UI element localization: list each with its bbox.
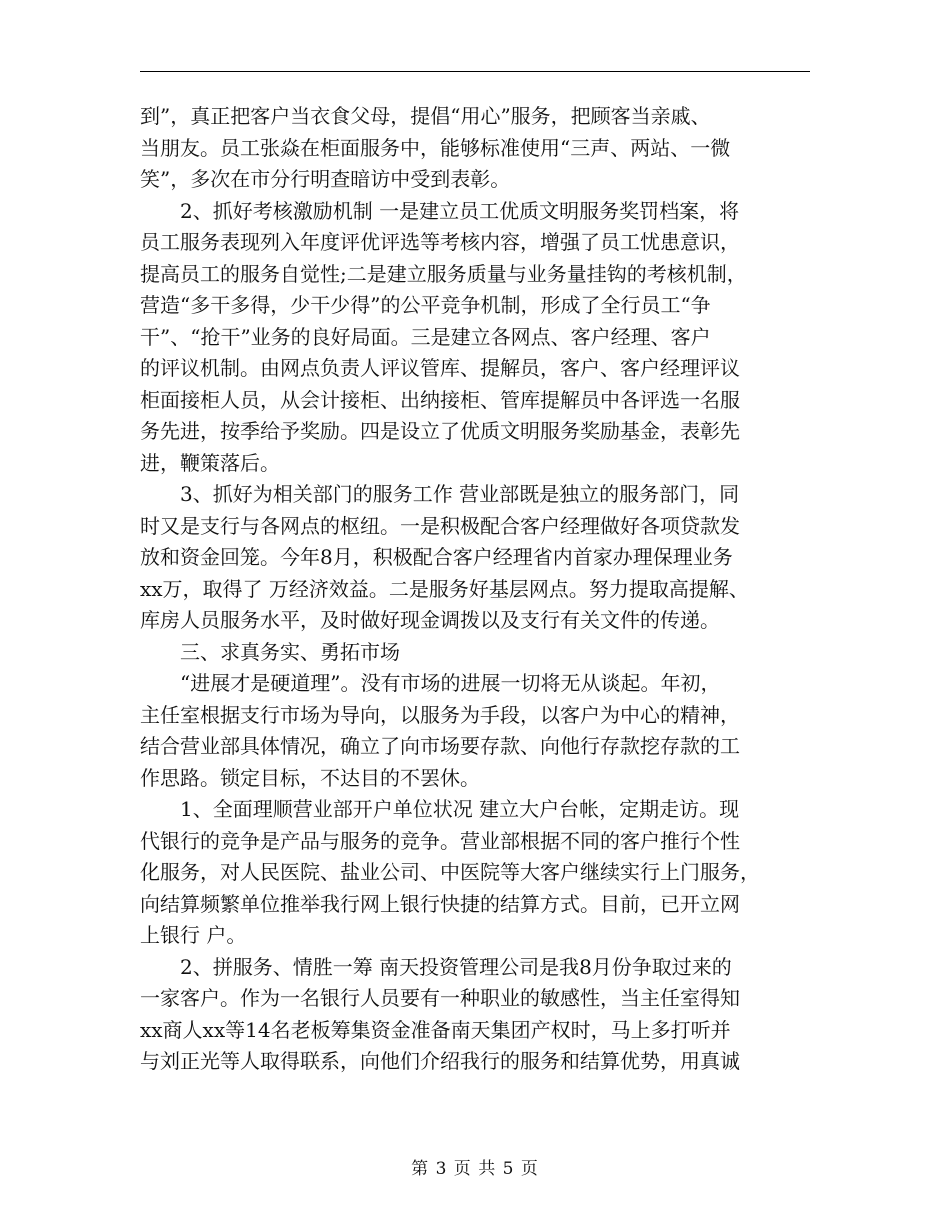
text-line: 笑”，多次在市分行明查暗访中受到表彰。 (140, 167, 511, 191)
text-line: 作思路。锁定目标，不达目的不罢休。 (140, 765, 480, 790)
text-line: 提高员工的服务自觉性;二是建立服务质量与业务量挂钩的考核机制， (140, 261, 747, 286)
text-line: 时又是支行与各网点的枢纽。一是积极配合客户经理做好各项贷款发 (140, 513, 740, 538)
text-line: 进，鞭策落后。 (140, 450, 280, 475)
text-line: “进展才是硬道理”。没有市场的进展一切将无从谈起。年初， (180, 671, 721, 695)
section-heading: 三、求真务实、勇拓市场 (180, 639, 400, 664)
text-line: 务先进，按季给予奖励。四是设立了优质文明服务奖励基金，表彰先 (140, 419, 740, 443)
text-line: 干”、“抢干”业务的良好局面。三是建立各网点、客户经理、客户 (140, 324, 711, 349)
text-line: xx商人xx等14名老板筹集资金准备南天集团产权时，马上多打听并 (140, 1017, 731, 1042)
header-rule (140, 71, 810, 72)
text-line: 与刘正光等人取得联系，向他们介绍我行的服务和结算优势，用真诚 (140, 1049, 740, 1073)
text-line: 主任室根据支行市场为导向，以服务为手段，以客户为中心的精神， (140, 702, 740, 727)
text-line: 3、抓好为相关部门的服务工作 营业部既是独立的服务部门，同 (180, 482, 740, 506)
text-line: 库房人员服务水平，及时做好现金调拨以及支行有关文件的传递。 (140, 608, 720, 632)
text-line: 柜面接柜人员，从会计接柜、出纳接柜、管库提解员中各评选一名服 (140, 387, 740, 412)
text-line: xx万，取得了 万经济效益。二是服务好基层网点。努力提取高提解、 (140, 576, 749, 601)
text-line: 上银行 户。 (140, 923, 247, 947)
text-line: 放和资金回笼。今年8月，积极配合客户经理省内首家办理保理业务 (140, 545, 733, 569)
text-line: 化服务，对人民医院、盐业公司、中医院等大客户继续实行上门服务， (140, 860, 760, 884)
text-line: 到”，真正把客户当衣食父母，提倡“用心”服务，把顾客当亲戚、 (140, 104, 711, 128)
text-line: 2、抓好考核激励机制 一是建立员工优质文明服务奖罚档案，将 (180, 198, 740, 223)
text-line: 向结算频繁单位推举我行网上银行快捷的结算方式。目前，已开立网 (140, 891, 740, 916)
text-line: 营造“多干多得，少干少得”的公平竞争机制，形成了全行员工“争 (140, 293, 711, 317)
text-line: 1、全面理顺营业部开户单位状况 建立大户台帐，定期走访。现 (180, 797, 740, 821)
page-number: 第 3 页 共 5 页 (411, 1159, 539, 1179)
body-text (140, 101, 812, 1078)
text-line: 2、拼服务、情胜一筹 南天投资管理公司是我8月份争取过来的 (180, 954, 732, 979)
text-line: 代银行的竞争是产品与服务的竞争。营业部根据不同的客户推行个性 (140, 828, 740, 853)
text-line: 当朋友。员工张焱在柜面服务中，能够标准使用“三声、两站、一微 (140, 135, 731, 160)
text-line: 一家客户。作为一名银行人员要有一种职业的敏感性，当主任室得知 (140, 986, 740, 1010)
text-line: 的评议机制。由网点负责人评议管库、提解员，客户、客户经理评议 (140, 356, 740, 380)
text-line: 员工服务表现列入年度评优评选等考核内容，增强了员工忧患意识， (140, 230, 740, 254)
text-line: 结合营业部具体情况，确立了向市场要存款、向他行存款挖存款的工 (140, 734, 740, 758)
